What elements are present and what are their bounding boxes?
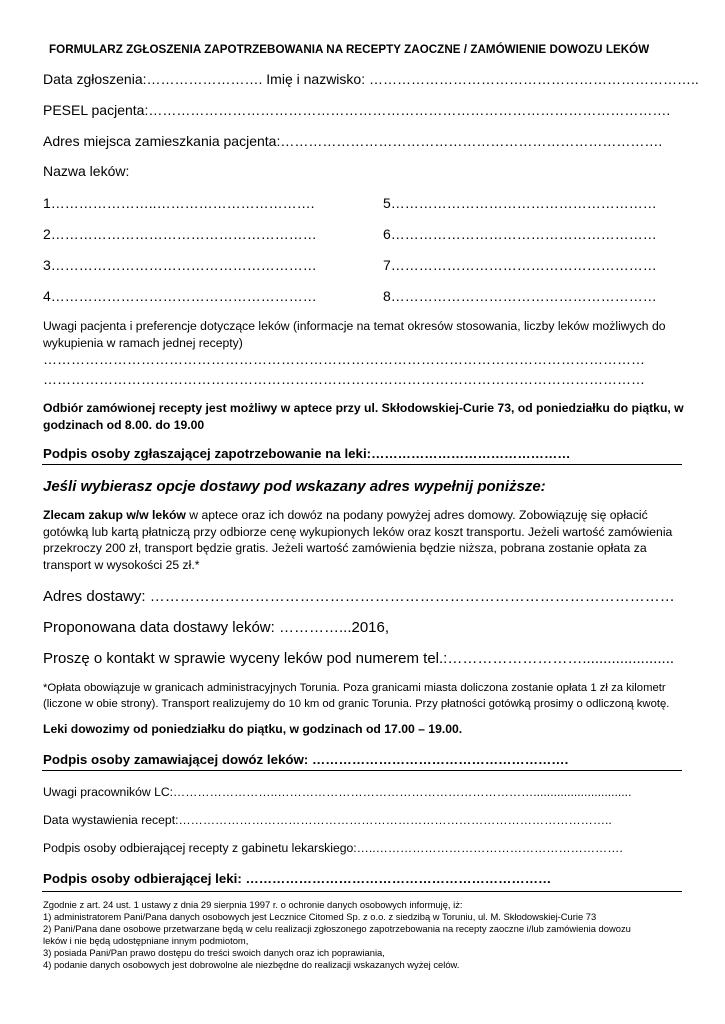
delivery-date-field[interactable]: Proponowana data dostawy leków: …………...2016, <box>43 619 390 636</box>
date-name-field[interactable]: Data zgłoszenia:……………………. Imię i nazwisko: …………………………………………………………….. <box>43 71 699 87</box>
gdpr-item-4: 4) podanie danych osobowych jest dobrowolne ale niezbędne do realizacji wskazanych wyżej celów. <box>43 959 460 970</box>
clinic-receiver-signature[interactable]: Podpis osoby odbierającej recepty z gabinetu lekarskiego:…..……………………………………………………. <box>43 841 623 855</box>
drug-field-5[interactable]: 5………………………………………………… <box>383 195 657 211</box>
address-field[interactable]: Adres miejsca zamieszkania pacjenta:………………………………………………………………………. <box>43 133 663 149</box>
patient-notes-line-1[interactable]: ………………………………………………………………………………………………………………… <box>43 351 645 367</box>
delivery-hours: Leki dowozimy od poniedziałku do piątku, w godzinach od 17.00 – 19.00. <box>43 722 463 736</box>
gdpr-item-2-cont: leków i nie będą udostępniane innym podmiotom, <box>43 935 249 946</box>
drug-field-1[interactable]: 1…………………..……………………………. <box>43 195 315 211</box>
drug-field-3[interactable]: 3………………………………………………… <box>43 257 317 273</box>
divider-1 <box>42 464 682 465</box>
delivery-order-text <box>43 507 688 573</box>
prescription-date-field[interactable]: Data wystawienia recept:…………………………………………………………………………………………….. <box>43 813 612 827</box>
drug-field-6[interactable]: 6………………………………………………… <box>383 226 657 242</box>
drug-receiver-signature[interactable]: Podpis osoby odbierającej leki: …………………………………………………………… <box>43 871 552 886</box>
delivery-signature[interactable]: Podpis osoby zamawiającej dowóz leków: …………………………………………………. <box>43 752 569 767</box>
drug-field-2[interactable]: 2………………………………………………… <box>43 226 317 242</box>
gdpr-intro: Zgodnie z art. 24 ust. 1 ustawy z dnia 29 sierpnia 1997 r. o ochronie danych osobowych informuję, iż: <box>43 899 463 910</box>
pesel-field[interactable]: PESEL pacjenta:…………………………………………………………………………………………………. <box>43 102 671 118</box>
gdpr-item-1: 1) administratorem Pani/Pana danych osobowych jest Lecznice Citomed Sp. z o.o. z siedzibą w Toruniu, ul. M. Skłodowskiej-Curie 73 <box>43 911 597 922</box>
form-title: FORMULARZ ZGŁOSZENIA ZAPOTRZEBOWANIA NA RECEPTY ZAOCZNE / ZAMÓWIENIE DOWOZU LEKÓW <box>49 43 650 56</box>
pickup-info: Odbiór zamówionej recepty jest możliwy w aptece przy ul. Skłodowskiej-Curie 73, od poniedziałku do piątku, w godzinach od 8.00. do 19.00 <box>43 401 684 432</box>
delivery-heading: Jeśli wybierasz opcje dostawy pod wskazany adres wypełnij poniższe: <box>43 478 546 495</box>
divider-2 <box>42 770 682 771</box>
drugs-label: Nazwa leków: <box>43 163 130 179</box>
delivery-order-bold: Zlecam zakup w/w leków <box>43 508 186 522</box>
patient-notes-label: Uwagi pacjenta i preferencje dotyczące leków (informacje na temat okresów stosowania, liczby leków możliwych do wykupienia w ramach jednej recepty) <box>43 319 666 350</box>
staff-remarks-field[interactable]: Uwagi pracowników LC:……………………..………………………………………………………............................. <box>43 785 632 799</box>
drug-field-7[interactable]: 7………………………………………………… <box>383 257 657 273</box>
fee-note: *Opłata obowiązuje w granicach administracyjnych Torunia. Poza granicami miasta doliczona zostanie opłata 1 zł za kilometr (liczone w obie strony). Transport realizujemy do 10 km od granic Torunia. Przy płatności gotówką prosimy o odliczoną kwotę. <box>43 682 670 710</box>
patient-notes-line-2[interactable]: ………………………………………………………………………………………………………………… <box>43 371 645 387</box>
requester-signature[interactable]: Podpis osoby zgłaszającej zapotrzebowanie na leki:……………………………………… <box>43 446 571 461</box>
drug-field-4[interactable]: 4………………………………………………… <box>43 288 317 304</box>
gdpr-item-2: 2) Pani/Pana dane osobowe przetwarzane będą w celu realizacji zgłoszonego zapotrzebowania na recepty zaoczne i/lub zamówienia dowozu <box>43 923 631 934</box>
drug-field-8[interactable]: 8………………………………………………… <box>383 288 657 304</box>
contact-phone-field[interactable]: Proszę o kontakt w sprawie wyceny leków pod numerem tel.:………………………...................... <box>43 650 675 667</box>
gdpr-item-3: 3) posiada Pani/Pan prawo dostępu do treści swoich danych oraz ich poprawiania, <box>43 947 385 958</box>
delivery-order-body: w aptece oraz ich dowóz na podany powyżej adres domowy. Zobowiązuję się opłacić gotówką lub kartą płatniczą przy odbiorze cenę wykupionych leków oraz koszt transportu. Jeżeli wartość zamówienia przekroczy 200 zł, transport będzie gratis. Jeżeli wartość zamówienia będzie niższa, pobrana zostanie opłata za transport w wysokości 25 zł.* <box>43 508 673 572</box>
delivery-address-field[interactable]: Adres dostawy: …………………………………………………………………………………………… <box>43 588 675 605</box>
divider-3 <box>42 891 682 892</box>
